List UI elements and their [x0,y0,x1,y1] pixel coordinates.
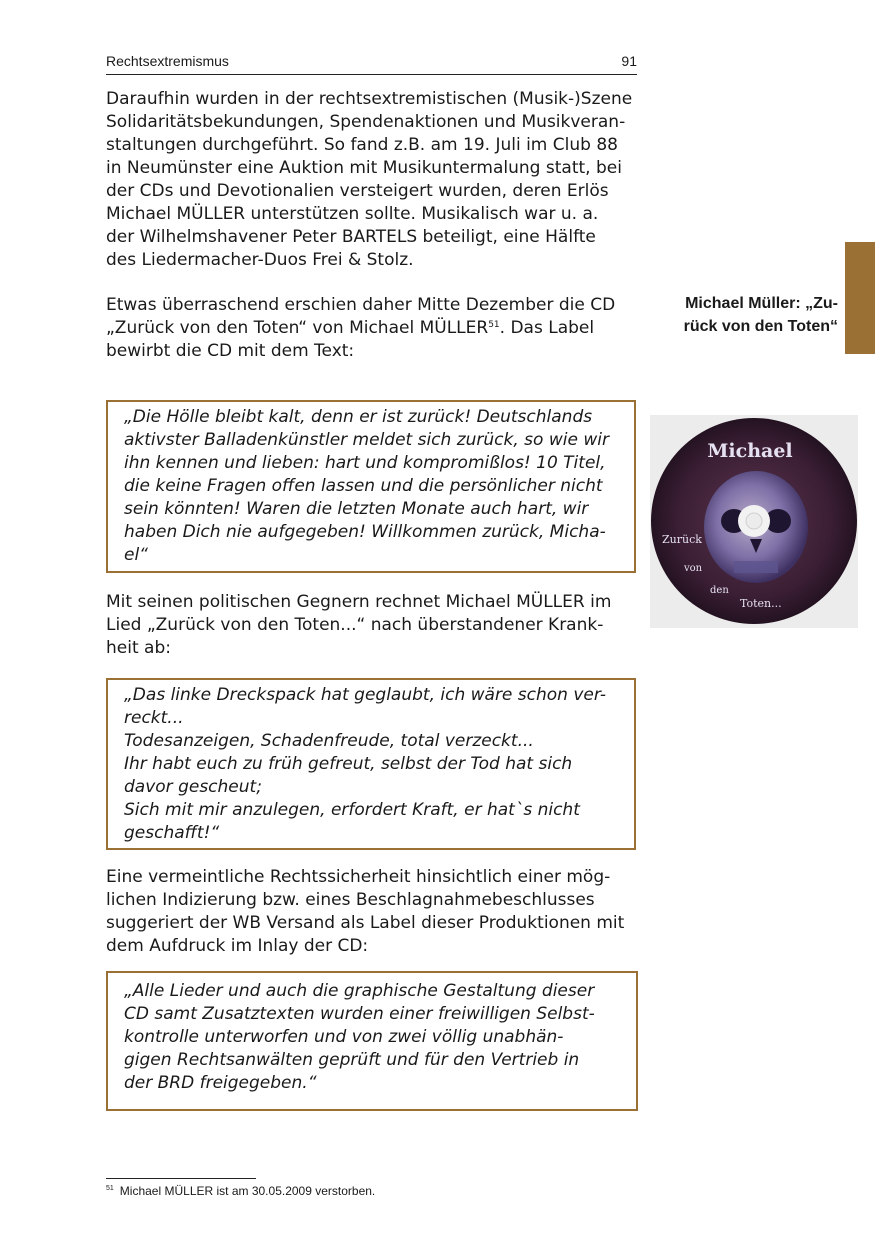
quote-line: davor gescheut; [124,777,262,797]
text-line: der Wilhelmshavener Peter BARTELS beteiligt, eine Hälfte [106,227,596,247]
margin-note-line: Michael Müller: „Zu- [685,295,838,312]
text-segment: „Zurück von den Toten“ von Michael MÜLLER [106,318,489,338]
cd-word: Toten... [740,597,782,610]
running-header [106,52,637,75]
section-tab-marker [845,242,875,354]
quote-line: „Alle Lieder und auch die graphische Gestaltung dieser [124,981,595,1001]
skull-teeth [734,561,778,573]
disc-hole [746,513,762,529]
footnote-text: Michael MÜLLER ist am 30.05.2009 verstorben. [119,1184,376,1198]
cd-word: von [684,563,703,574]
quote-line: el“ [124,545,148,565]
quote-line: Todesanzeigen, Schadenfreude, total verzeckt... [124,731,534,751]
quote-line: geschafft!“ [124,823,220,843]
paragraph-3 [106,591,641,660]
quote-box-3 [106,971,638,1111]
margin-note [648,292,838,338]
text-line: der CDs und Devotionalien versteigert wurden, deren Erlös [106,181,609,201]
text-line: Solidaritätsbekundungen, Spendenaktionen und Musikveran- [106,112,626,132]
quote-line: gigen Rechtsanwälten geprüft und für den Vertrieb in [124,1050,580,1070]
text-line: bewirbt die CD mit dem Text: [106,341,355,361]
text-line: lichen Indizierung bzw. eines Beschlagnahmebeschlusses [106,890,595,910]
quote-line: Sich mit mir anzulegen, erfordert Kraft, er hat`s nicht [124,800,580,820]
quote-line: reckt... [124,708,184,728]
footnote-ref: 51 [488,320,500,330]
cd-disc-illustration [650,415,858,628]
quote-line: „Das linke Dreckspack hat geglaubt, ich wäre schon ver- [124,685,607,705]
text-line [106,317,641,340]
running-header-title: Rechtsextremismus [106,53,229,69]
quote-box-2 [106,678,636,850]
text-line: suggeriert der WB Versand als Label dieser Produktionen mit [106,913,625,933]
text-line: Mit seinen politischen Gegnern rechnet Michael MÜLLER im [106,592,612,612]
quote-line: die keine Fragen offen lassen und die persönlicher nicht [124,476,603,496]
quote-line: CD samt Zusatztexten wurden einer freiwilligen Selbst- [124,1004,595,1024]
footnote-number: 51 [106,1185,114,1192]
text-line: Eine vermeintliche Rechtssicherheit hinsichtlich einer mög- [106,867,611,887]
margin-note-line: rück von den Toten“ [683,318,838,335]
quote-line: haben Dich nie aufgegeben! Willkommen zurück, Micha- [124,522,606,542]
text-segment: . Das Label [499,318,595,338]
text-line: heit ab: [106,638,171,658]
footnote-divider [106,1178,256,1179]
page-number: 91 [621,53,637,69]
quote-line: ihn kennen und lieben: hart und kompromißlos! 10 Titel, [124,453,606,473]
text-line: Daraufhin wurden in der rechtsextremistischen (Musik-)Szene [106,89,633,109]
text-line: dem Aufdruck im Inlay der CD: [106,936,369,956]
paragraph-2 [106,294,641,363]
text-line: in Neumünster eine Auktion mit Musikuntermalung statt, bei [106,158,622,178]
text-line: Lied „Zurück von den Toten...“ nach überstandener Krank- [106,615,604,635]
paragraph-4 [106,866,641,958]
quote-line: „Die Hölle bleibt kalt, denn er ist zurück! Deutschlands [124,407,593,427]
quote-box-1 [106,400,636,573]
text-line: des Liedermacher-Duos Frei & Stolz. [106,250,414,270]
paragraph-1 [106,88,641,272]
quote-line: der BRD freigegeben.“ [124,1073,317,1093]
text-line: staltungen durchgeführt. So fand z.B. am 19. Juli im Club 88 [106,135,618,155]
cd-word: den [710,585,729,596]
quote-line: sein könnten! Waren die letzten Monate auch hart, wir [124,499,589,519]
quote-line: aktivster Balladenkünstler meldet sich zurück, so wie wir [124,430,609,450]
text-line: Etwas überraschend erschien daher Mitte Dezember die CD [106,295,616,315]
cd-cover-image [650,415,858,628]
cd-title: Michael [707,440,793,462]
quote-line: kontrolle unterworfen und von zwei völlig unabhän- [124,1027,564,1047]
quote-line: Ihr habt euch zu früh gefreut, selbst der Tod hat sich [124,754,573,774]
footnote [106,1184,637,1198]
cd-word: Zurück [662,533,702,546]
text-line: Michael MÜLLER unterstützen sollte. Musikalisch war u. a. [106,204,599,224]
